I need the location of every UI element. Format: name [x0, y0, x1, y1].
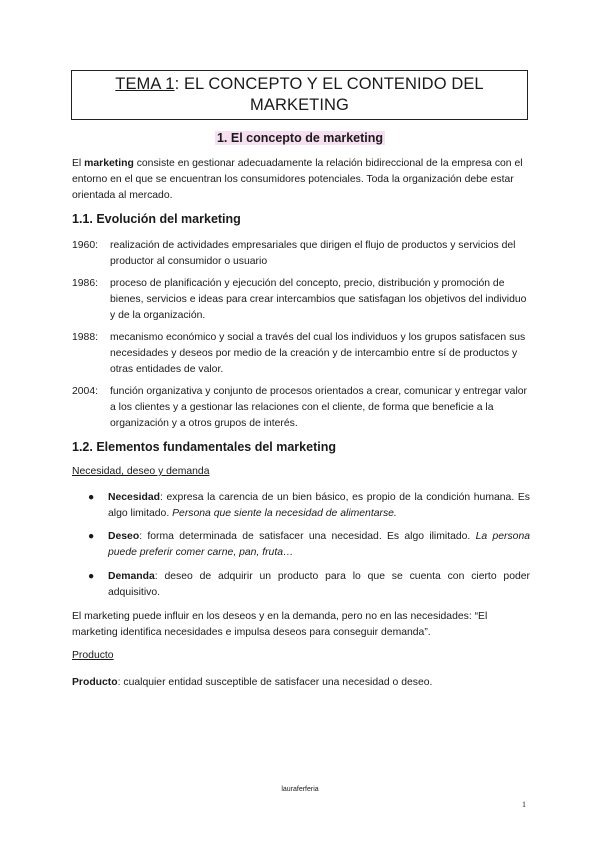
section12-heading: 1.2. Elementos fundamentales del marketing	[72, 440, 336, 454]
section1-heading: 1. El concepto de marketing	[216, 131, 383, 145]
title-box	[71, 70, 528, 120]
marketing-term: marketing	[84, 158, 134, 169]
bullet-dot-icon: ●	[88, 492, 95, 503]
title-separator: :	[174, 75, 184, 93]
footer-author: lauraferferia	[281, 786, 319, 793]
bullet-example: Persona que siente la necesidad de alimentarse.	[172, 508, 397, 520]
evolution-entry	[72, 276, 530, 325]
section1-intro: El marketing consiste en gestionar adecuadamente la relación bidireccional de la empresa con el entorno en el que se encuentran los consumidores potenciales. Toda la organización debe estar orientada al mercado.	[72, 158, 523, 202]
bullet-term: Necesidad	[108, 492, 160, 503]
product-term: Producto	[72, 677, 118, 688]
entry-text: función organizativa y conjunto de procesos orientados a crear, comunicar y entregar valor a los clientes y a gestionar las relaciones con el cliente, de forma que beneficie a la organización y a otros grupos de interés.	[110, 386, 528, 430]
entry-year: 1988:	[72, 332, 99, 343]
bullet-dot-icon: ●	[88, 571, 95, 582]
title-line1: EL CONCEPTO Y EL CONTENIDO DEL	[183, 75, 484, 93]
entry-text: mecanismo económico y social a través del cual los individuos y los grupos satisfacen sus necesidades y deseos por medio de la creación y de intercambio entre sí de productos y otras entidades de valor.	[110, 332, 526, 376]
entry-text: proceso de planificación y ejecución del concepto, precio, distribución y promoción de bienes, servicios e ideas para crear intercambios que satisfagan los objetivos del individuo y de la organización.	[110, 278, 527, 322]
evolution-entry	[72, 238, 530, 270]
entry-year: 1986:	[72, 278, 99, 289]
entry-year: 2004:	[72, 386, 99, 397]
entry-text: realización de actividades empresariales que dirigen el flujo de productos y servicios del productor al consumidor o usuario	[110, 240, 516, 268]
bullet-example: La persona puede preferir comer carne, pan, fruta…	[108, 531, 530, 559]
marketing-conclusion: El marketing puede influir en los deseos y en la demanda, pero no en las necesidades: “El marketing identifica necesidades e impulsa deseos para conseguir demanda”.	[72, 611, 488, 639]
bullet-item: ● Demanda: deseo de adquirir un producto para lo que se cuenta con cierto poder adquisitivo.	[88, 571, 530, 599]
needs-subheading: Necesidad, deseo y demanda	[72, 466, 210, 477]
section11-heading: 1.1. Evolución del marketing	[72, 212, 241, 226]
bullet-dot-icon: ●	[88, 531, 95, 542]
title-line2: MARKETING	[250, 96, 349, 114]
page-number: 1	[522, 800, 526, 809]
evolution-entry	[72, 384, 530, 433]
product-subheading: Producto	[72, 650, 114, 661]
bullet-item: ● Deseo: forma determinada de satisfacer una necesidad. Es algo ilimitado. La persona puede preferir comer carne, pan, fruta…	[88, 531, 530, 559]
evolution-entry	[72, 330, 530, 379]
title-prefix: TEMA 1	[115, 75, 175, 93]
bullet-item: ● Necesidad: expresa la carencia de un bien básico, es propio de la condición humana. Es algo limitado. Persona que siente la necesidad de alimentarse.	[88, 492, 530, 520]
bullet-term: Deseo	[108, 531, 140, 542]
entry-year: 1960:	[72, 240, 99, 251]
bullet-term: Demanda	[108, 571, 155, 582]
product-definition: Producto: cualquier entidad susceptible de satisfacer una necesidad o deseo.	[72, 677, 433, 688]
